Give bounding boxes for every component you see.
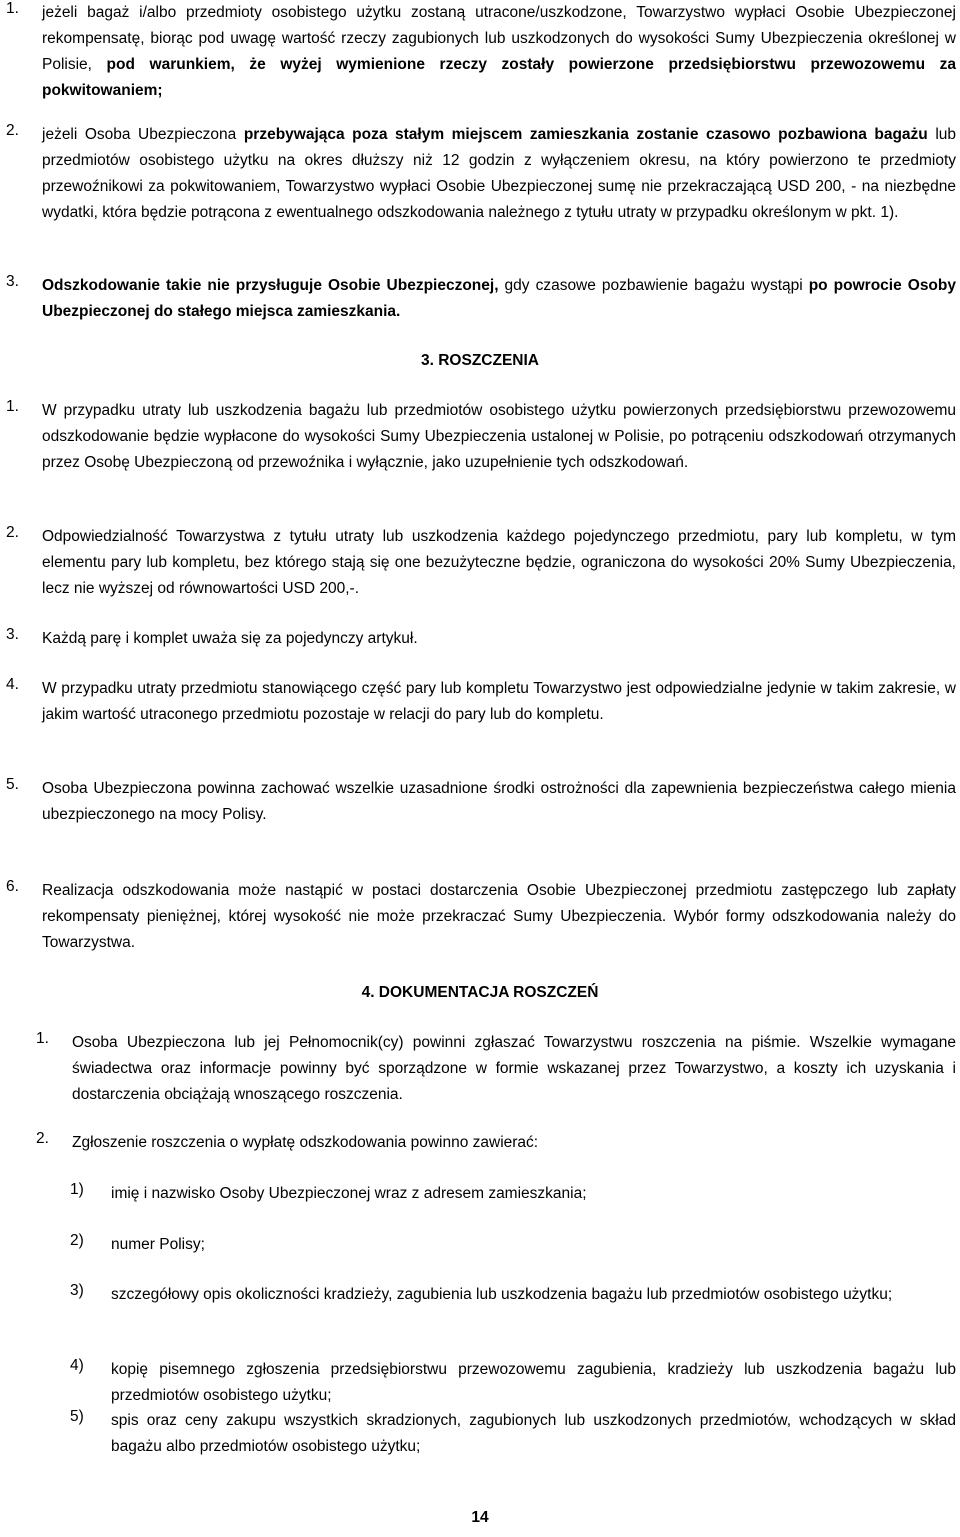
item-number: 4. <box>6 676 19 693</box>
paragraph-baggage-2 <box>6 122 956 226</box>
subitem-text: imię i nazwisko Osoby Ubezpieczonej wraz z adresem zamieszkania; <box>111 1185 587 1202</box>
item-text: Osoba Ubezpieczona powinna zachować wszelkie uzasadnione środki ostrożności dla zapewnienia bezpieczeństwa całego mienia ubezpieczonego na mocy Polisy. <box>42 780 956 823</box>
subitem-number: 5) <box>70 1408 84 1425</box>
text-segment: jeżeli bagaż i/albo przedmioty osobistego użytku zostaną utracone/uszkodzone, Towarzystwo wypłaci Osobie Ubezpieczonej rekompensatę, biorąc pod uwagę wartość rzeczy zagubionych lub uszkodzonych do wysokości Sumy Ubezpieczenia określonej w Polisie, <box>42 4 956 73</box>
item-text: W przypadku utraty lub uszkodzenia bagażu lub przedmiotów osobistego użytku powierzonych przedsiębiorstwu przewozowemu odszkodowanie będzie wypłacone do wysokości Sumy Ubezpieczenia ustalonej w Polisie, po potrąceniu odszkodowań otrzymanych przez Osobę Ubezpieczoną od przewoźnika i wyłącznie, jako uzupełnienie tych odszkodowań. <box>42 402 956 471</box>
claims-item-6 <box>6 878 956 956</box>
item-number: 1. <box>6 398 19 415</box>
paragraph-number: 3. <box>6 273 19 290</box>
subitem-number: 1) <box>70 1181 84 1198</box>
documentation-subitem-1 <box>70 1181 956 1207</box>
item-text: Osoba Ubezpieczona lub jej Pełnomocnik(cy) powinni zgłaszać Towarzystwu roszczenia na piśmie. Wszelkie wymagane świadectwa oraz informacje powinny być sporządzone w formie wskazanej przez Towarzystwo, a koszty ich uzyskania i dostarczenia obciążają wnoszącego roszczenia. <box>72 1034 956 1103</box>
subitem-number: 2) <box>70 1232 84 1249</box>
bold-text-segment: przebywająca poza stałym miejscem zamieszkania zostanie czasowo pozbawiona bagażu <box>243 126 928 143</box>
page-number: 14 <box>471 1509 489 1526</box>
subitem-text: numer Polisy; <box>111 1236 205 1253</box>
subitem-number: 4) <box>70 1357 84 1374</box>
item-number: 6. <box>6 878 19 895</box>
documentation-subitem-2 <box>70 1232 956 1258</box>
documentation-item-2 <box>36 1130 956 1156</box>
text-segment: lub przedmiotów osobistego użytku na okres dłuższy niż 12 godzin z wyłączeniem okresu, na który powierzono te przedmioty przewoźnikowi za pokwitowaniem, Towarzystwo wypłaci Osobie Ubezpieczonej sumę nie przekraczającą USD 200, - na niezbędne wydatki, która będzie potrącona z ewentualnego odszkodowania należnego z tytułu utraty w przypadku określonym w pkt. 1). <box>42 126 956 221</box>
paragraph-text <box>42 0 956 104</box>
documentation-subitem-4 <box>70 1357 956 1409</box>
bold-text-segment: Odszkodowanie takie nie przysługuje Osobie Ubezpieczonej, <box>42 277 499 294</box>
paragraph-text <box>42 122 956 226</box>
item-text: Realizacja odszkodowania może nastąpić w postaci dostarczenia Osobie Ubezpieczonej przedmiotu zastępczego lub zapłaty rekompensaty pieniężnej, której wysokość nie może przekraczać Sumy Ubezpieczenia. Wybór formy odszkodowania należy do Towarzystwa. <box>42 882 956 951</box>
claims-item-1 <box>6 398 956 476</box>
item-number: 1. <box>36 1030 49 1047</box>
subitem-number: 3) <box>70 1282 84 1299</box>
bold-text-segment: po powrocie Osoby Ubezpieczonej do stałego miejsca zamieszkania. <box>42 277 956 320</box>
subitem-text: spis oraz ceny zakupu wszystkich skradzionych, zagubionych lub uszkodzonych przedmiotów, wchodzących w skład bagażu albo przedmiotów osobistego użytku; <box>111 1412 956 1455</box>
item-number: 2. <box>6 524 19 541</box>
section-heading-claims: 3. ROSZCZENIA <box>421 352 539 369</box>
claims-item-4 <box>6 676 956 728</box>
paragraph-text <box>42 273 956 325</box>
documentation-item-1 <box>36 1030 956 1108</box>
claims-item-5 <box>6 776 956 828</box>
claims-item-3 <box>6 626 956 652</box>
item-text: Każdą parę i komplet uważa się za pojedynczy artykuł. <box>42 630 418 647</box>
subitem-text: kopię pisemnego zgłoszenia przedsiębiorstwu przewozowemu zagubienia, kradzieży lub uszkodzenia bagażu lub przedmiotów osobistego użytku; <box>111 1361 956 1404</box>
paragraph-baggage-1 <box>6 0 956 104</box>
item-text: Zgłoszenie roszczenia o wypłatę odszkodowania powinno zawierać: <box>72 1134 539 1151</box>
text-segment: gdy czasowe pozbawienie bagażu wystąpi <box>498 277 809 294</box>
subitem-text: szczegółowy opis okoliczności kradzieży, zagubienia lub uszkodzenia bagażu lub przedmiotów osobistego użytku; <box>111 1286 893 1303</box>
documentation-subitem-5 <box>70 1408 956 1460</box>
claims-item-2 <box>6 524 956 602</box>
item-text: W przypadku utraty przedmiotu stanowiącego część pary lub kompletu Towarzystwo jest odpowiedzialne jedynie w takim zakresie, w jakim wartość utraconego przedmiotu pozostaje w relacji do pary lub do kompletu. <box>42 680 956 723</box>
documentation-subitem-3 <box>70 1282 956 1308</box>
item-number: 5. <box>6 776 19 793</box>
item-text: Odpowiedzialność Towarzystwa z tytułu utraty lub uszkodzenia każdego pojedynczego przedmiotu, pary lub kompletu, w tym elementu pary lub kompletu, bez którego stają się one bezużyteczne będzie, ograniczona do wysokości 20% Sumy Ubezpieczenia, lecz nie wyższej od równowartości USD 200,-. <box>42 528 956 597</box>
item-number: 2. <box>36 1130 49 1147</box>
text-segment: jeżeli Osoba Ubezpieczona <box>42 126 244 143</box>
item-number: 3. <box>6 626 19 643</box>
bold-text-segment: pod warunkiem, że wyżej wymienione rzeczy zostały powierzone przedsiębiorstwu przewozowemu za pokwitowaniem; <box>42 56 956 99</box>
section-heading-claim-documentation: 4. DOKUMENTACJA ROSZCZEŃ <box>361 984 599 1001</box>
paragraph-number: 2. <box>6 122 19 139</box>
paragraph-baggage-3 <box>6 273 956 325</box>
paragraph-number: 1. <box>6 0 19 17</box>
